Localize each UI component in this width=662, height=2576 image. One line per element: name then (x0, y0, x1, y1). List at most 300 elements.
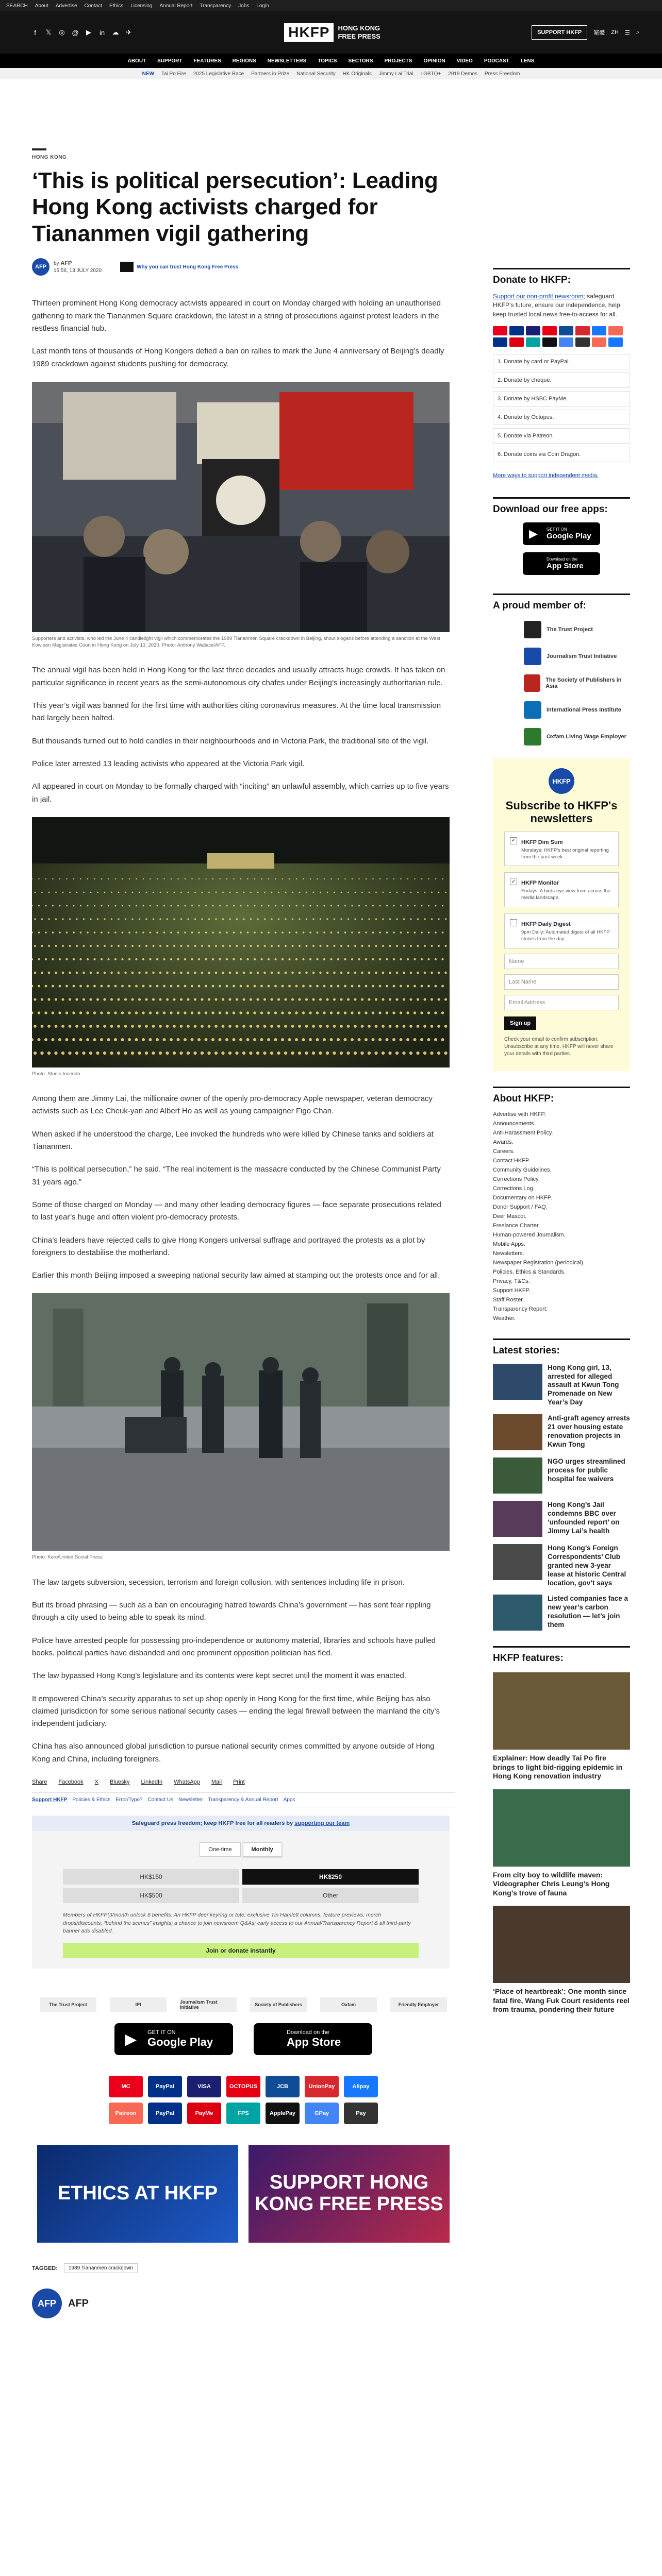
google-play-label: Google Play (147, 2036, 213, 2049)
candle-light (170, 985, 173, 987)
ethics-banner[interactable]: ETHICS AT HKFP (37, 2145, 238, 2243)
share-link[interactable]: Facebook (58, 1778, 84, 1785)
paragraph: But thousands turned out to hold candles in their neighbourhoods and in Victoria Park, the traditional site of the vigil. (32, 736, 429, 745)
candle-light (136, 931, 138, 934)
candle-light (205, 931, 207, 934)
candle-light (393, 931, 395, 934)
member-link[interactable] (493, 648, 630, 665)
candle-light (246, 1011, 249, 1014)
candle-light (264, 918, 266, 920)
nav-item[interactable]: OPINION (423, 58, 445, 64)
about-link[interactable]: Documentary on HKFP. (493, 1194, 552, 1201)
language-zh[interactable]: ZH (611, 29, 619, 36)
about-link[interactable]: Newspaper Registration (periodical). (493, 1259, 585, 1266)
partner-logo[interactable]: Oxfam (320, 1997, 377, 2012)
candle-light (52, 958, 54, 960)
support-hkfp-button[interactable]: SUPPORT HKFP (532, 25, 587, 40)
candle-light (354, 1025, 357, 1028)
nav-item[interactable]: VIDEO (456, 58, 473, 64)
newsletter-option[interactable] (504, 913, 619, 948)
donate-link[interactable]: Support our non-profit newsroom; (493, 293, 585, 300)
share-link[interactable]: WhatsApp (174, 1778, 200, 1785)
donate-option[interactable]: 3. Donate by HSBC PayMe. (493, 391, 630, 406)
feature-story[interactable] (493, 1906, 630, 2014)
candle-light (442, 931, 444, 934)
member-link[interactable] (493, 701, 630, 719)
candle-light (152, 972, 155, 974)
candle-light (45, 878, 46, 879)
share-link[interactable]: LinkedIn (141, 1778, 163, 1785)
candle-light (117, 998, 120, 1001)
latest-story[interactable] (493, 1501, 630, 1537)
partner-logo[interactable]: The Trust Project (40, 1997, 96, 2012)
candle-light (47, 998, 50, 1001)
vigil-photo-image (32, 817, 450, 1067)
candle-light (413, 985, 416, 987)
candle-light (289, 878, 290, 879)
newsletter-option[interactable] (504, 872, 619, 907)
candle-light (80, 931, 82, 934)
candle-light (216, 892, 217, 893)
tag-link[interactable]: 1989 Tiananmen crackdown (64, 2263, 138, 2273)
payment-logo: Patreon (109, 2103, 143, 2124)
footer-link[interactable]: Apps (283, 1797, 295, 1803)
nav-item[interactable]: FEATURES (193, 58, 221, 64)
about-link[interactable]: Transparency Report. (493, 1306, 548, 1312)
candle-light (170, 931, 172, 934)
about-link[interactable]: Donor Support / FAQ. (493, 1204, 548, 1210)
more-ways-link[interactable]: More ways to support independent media. (493, 472, 599, 479)
candle-light (38, 1011, 40, 1014)
nav-item[interactable]: PROJECTS (384, 58, 412, 64)
paragraph: China’s leaders have rejected calls to give Hong Kongers universal suffrage and portrayed the protests as a plot by foreigners to destabilise the motherland. (32, 1235, 425, 1257)
author-box-name[interactable]: AFP (68, 2297, 89, 2309)
candle-light (174, 892, 175, 893)
author-box-avatar[interactable]: AFP (32, 2289, 62, 2318)
about-link[interactable]: Support HKFP. (493, 1287, 531, 1294)
donate-title: Donate to HKFP: (493, 268, 630, 286)
donate-header-link[interactable]: supporting our team (294, 1820, 350, 1826)
topbar-link[interactable]: Licensing (130, 3, 153, 9)
candle-light (270, 1052, 273, 1055)
amount-option-selected[interactable]: HK$250 (242, 1869, 419, 1885)
amount-option[interactable]: HK$150 (63, 1869, 239, 1885)
candle-light (160, 892, 161, 893)
sidebar-app-store[interactable] (523, 552, 600, 575)
candle-light (135, 985, 138, 987)
candle-light (400, 1038, 403, 1041)
candle-light (299, 892, 301, 893)
candle-light (323, 931, 325, 934)
footer-link[interactable]: Policies & Ethics (72, 1797, 111, 1803)
linkedin-icon[interactable]: in (99, 28, 105, 37)
candle-light (38, 905, 40, 906)
newsletter-checkbox[interactable] (510, 919, 517, 926)
about-link[interactable]: Mobile Apps. (493, 1241, 525, 1247)
candle-light (184, 1011, 186, 1014)
candle-light (285, 892, 287, 893)
trending-item[interactable]: Press Freedom (484, 71, 520, 77)
candle-light (358, 905, 360, 906)
candle-light (194, 1025, 197, 1028)
nav-item[interactable]: ABOUT (127, 58, 146, 64)
topbar-link[interactable]: Annual Report (159, 3, 193, 9)
candle-light (90, 892, 92, 893)
amount-option[interactable]: HK$500 (63, 1888, 239, 1903)
about-link[interactable]: Careers. (493, 1148, 515, 1155)
candle-light (59, 905, 61, 906)
candle-light (41, 892, 43, 893)
candle-light (438, 892, 440, 893)
candle-light (358, 958, 360, 960)
about-link[interactable]: Corrections Log. (493, 1185, 535, 1192)
candle-light (107, 985, 110, 987)
about-link[interactable]: Human-powered Journalism. (493, 1231, 566, 1238)
candle-light (246, 985, 249, 987)
candle-light (86, 1011, 89, 1014)
candle-light (128, 931, 130, 934)
topbar-link[interactable]: SEARCH (6, 3, 28, 9)
candle-light (205, 878, 206, 879)
youtube-icon[interactable]: ▶ (86, 28, 91, 36)
candle-light (428, 905, 429, 906)
instagram-icon[interactable]: ◎ (59, 28, 65, 36)
police-photo-image (32, 1293, 450, 1551)
candle-light (312, 945, 315, 947)
candle-light (435, 958, 437, 960)
candle-light (298, 1025, 301, 1028)
latest-story[interactable] (493, 1544, 630, 1587)
donate-option[interactable]: 5. Donate via Patreon. (493, 428, 630, 444)
candle-light (438, 918, 439, 920)
topbar-link[interactable]: Ethics (109, 3, 124, 9)
candle-light (368, 945, 370, 947)
about-link[interactable]: Newsletters. (493, 1250, 524, 1257)
trending-item[interactable]: Partners in Prize (251, 71, 290, 77)
candle-light (361, 972, 363, 974)
candle-light (379, 905, 381, 906)
candle-light (414, 931, 416, 934)
candle-light (194, 918, 196, 920)
candle-light (388, 1052, 391, 1055)
topbar-link[interactable]: Login (256, 3, 269, 9)
topbar-link[interactable]: Jobs (238, 3, 250, 9)
candle-light (323, 1038, 326, 1041)
candle-light (250, 945, 252, 947)
candle-light (55, 1025, 58, 1028)
candle-light (240, 931, 242, 934)
candle-light (82, 1025, 86, 1028)
trending-item[interactable]: National Security (296, 71, 336, 77)
donate-option[interactable]: 4. Donate by Octopus. (493, 410, 630, 425)
candle-light (41, 1025, 44, 1028)
nav-item[interactable]: REGIONS (232, 58, 256, 64)
about-link[interactable]: Privacy, T&Cs. (493, 1278, 530, 1284)
trust-link[interactable] (120, 262, 238, 272)
telegram-icon[interactable]: ✈ (126, 28, 132, 36)
support-hkfp-link[interactable]: Support HKFP (32, 1797, 68, 1803)
candle-light (261, 878, 262, 879)
candle-light (438, 945, 440, 947)
partner-logo[interactable]: Journalism Trust Initiative (180, 1997, 237, 2012)
about-link[interactable]: Anti-Harassment Policy. (493, 1129, 553, 1136)
candle-light (62, 972, 64, 974)
topbar-link[interactable]: About (35, 3, 48, 9)
nav-item[interactable]: NEWSLETTERS (267, 58, 307, 64)
footer-link[interactable]: Transparency & Annual Report (208, 1797, 278, 1803)
about-link[interactable]: Policies, Ethics & Standards. (493, 1268, 566, 1275)
about-link[interactable]: Weather. (493, 1315, 516, 1321)
candle-light (431, 998, 433, 1001)
newsletter-option[interactable] (504, 832, 619, 867)
candle-light (277, 972, 280, 974)
nav-item[interactable]: SECTORS (348, 58, 373, 64)
candle-light (247, 905, 249, 906)
about-link[interactable]: Freelance Charter. (493, 1222, 540, 1229)
trending-bar (0, 68, 662, 79)
feature-story[interactable] (493, 1672, 630, 1781)
candle-light (424, 945, 426, 947)
candle-light (236, 972, 238, 974)
candle-light (150, 878, 151, 879)
candle-light (110, 972, 113, 974)
threads-icon[interactable]: @ (72, 28, 79, 37)
candle-light (243, 892, 245, 893)
member-link[interactable] (493, 621, 630, 638)
candle-light (219, 1038, 222, 1041)
candle-light (72, 1011, 75, 1014)
candle-light (296, 878, 297, 879)
donate-option[interactable]: 2. Donate by cheque. (493, 372, 630, 388)
support-banner[interactable]: SUPPORT HONG KONG FREE PRESS (249, 2145, 450, 2243)
candle-light (187, 945, 189, 947)
candle-light (122, 878, 123, 879)
about-link[interactable]: Awards. (493, 1139, 514, 1145)
about-link[interactable]: Corrections Policy. (493, 1176, 540, 1182)
partner-logo[interactable]: Friendly Employer (390, 1997, 447, 2012)
trending-item[interactable]: LGBTQ+ (420, 71, 441, 77)
candle-light (431, 972, 433, 974)
share-link[interactable]: Share (32, 1778, 47, 1785)
candle-light (90, 972, 92, 974)
member-link[interactable] (493, 728, 630, 745)
candle-light (326, 945, 328, 947)
member-link[interactable] (493, 674, 630, 692)
about-link[interactable]: Contact HKFP. (493, 1157, 530, 1164)
candle-light (396, 918, 398, 920)
candle-light (38, 931, 40, 934)
about-link[interactable]: Staff Roster. (493, 1296, 524, 1303)
candle-light (229, 918, 230, 920)
candle-light (87, 958, 89, 960)
candle-light (122, 905, 123, 906)
search-icon[interactable]: ⌕ (636, 29, 639, 36)
sidebar-google-play[interactable] (523, 522, 600, 545)
candle-light (219, 878, 220, 879)
newsletter-checkbox[interactable]: ✓ (510, 878, 517, 885)
last-name-field[interactable]: Last Name (504, 974, 619, 990)
candle-light (239, 1011, 242, 1014)
author-avatar[interactable]: AFP (32, 258, 49, 276)
candle-light (205, 1011, 207, 1014)
candle-light (121, 1038, 124, 1041)
candle-light (340, 972, 343, 974)
candle-light (191, 1011, 193, 1014)
trending-item[interactable]: Tai Po Fire (161, 71, 186, 77)
candle-light (47, 1052, 51, 1055)
candle-light (316, 985, 319, 987)
candle-light (292, 918, 293, 920)
candle-light (198, 958, 200, 960)
candle-light (226, 878, 227, 879)
card-logo (592, 326, 606, 335)
candle-light (191, 931, 193, 934)
google-play-badge[interactable] (114, 2023, 233, 2055)
share-link[interactable]: Mail (211, 1778, 222, 1785)
payment-logo: JCB (266, 2076, 300, 2097)
email-field[interactable]: Email Address (504, 995, 619, 1010)
feature-image (493, 1789, 630, 1867)
candle-light (194, 998, 196, 1001)
candle-light (52, 905, 54, 906)
candle-light (173, 998, 175, 1001)
candle-light (180, 945, 183, 947)
logo-mark: HKFP (284, 23, 334, 42)
candle-light (87, 931, 89, 934)
trending-item[interactable]: HK Originals (342, 71, 372, 77)
donate-option[interactable]: 6. Donate coins via Coin Dragon. (493, 447, 630, 462)
share-link[interactable]: Print (233, 1778, 245, 1785)
paragraph: All appeared in court on Monday to be formally charged with “inciting” an unlawful assembly, which carries up to five years in jail. (32, 782, 449, 804)
monthly-option[interactable]: Monthly (243, 1842, 282, 1857)
candle-light (403, 972, 405, 974)
candle-light (330, 905, 332, 906)
about-link[interactable]: Community Guidelines. (493, 1166, 552, 1173)
menu-icon[interactable]: ☰ (624, 29, 630, 36)
candle-light (282, 878, 283, 879)
trending-item[interactable]: Jimmy Lai Trial (378, 71, 413, 77)
amount-option-other[interactable]: Other (242, 1888, 419, 1903)
candle-light (145, 1025, 148, 1028)
candle-light (233, 1038, 236, 1041)
trending-item[interactable]: 2019 Demos (448, 71, 477, 77)
candle-light (317, 931, 319, 934)
member-title: A proud member of: (493, 594, 630, 612)
candle-light (316, 1038, 319, 1041)
candle-light (222, 892, 224, 893)
candle-light (382, 1052, 385, 1055)
candle-light (73, 958, 75, 960)
bluesky-icon[interactable]: ☁ (112, 28, 119, 36)
latest-story[interactable] (493, 1595, 630, 1631)
join-donate-button[interactable]: Join or donate instantly (63, 1943, 419, 1958)
candle-light (267, 1038, 270, 1041)
candle-light (289, 905, 290, 906)
candle-light (285, 945, 287, 947)
nav-item[interactable]: LENS (520, 58, 535, 64)
signup-button[interactable]: Sign up (504, 1016, 536, 1030)
newsletter-box (493, 758, 630, 1071)
app-store-badge[interactable] (254, 2023, 372, 2055)
share-link[interactable]: X (94, 1778, 99, 1785)
candle-light (118, 945, 120, 947)
footer-link[interactable]: Error/Typo? (115, 1797, 143, 1803)
topbar-link[interactable]: Advertise (55, 3, 77, 9)
donate-option[interactable]: 1. Donate by card or PayPal. (493, 354, 630, 369)
one-time-option[interactable]: One-time (200, 1842, 240, 1857)
feature-story[interactable] (493, 1789, 630, 1898)
candle-light (250, 892, 252, 893)
facebook-icon[interactable]: f (34, 28, 36, 37)
candle-light (205, 958, 207, 960)
candle-light (437, 998, 440, 1001)
author-name[interactable]: AFP (60, 260, 72, 266)
candle-light (375, 918, 377, 920)
trending-item[interactable]: 2025 Legislative Race (193, 71, 244, 77)
candle-light (284, 1025, 287, 1028)
candle-light (184, 958, 186, 960)
candle-light (219, 1011, 221, 1014)
partner-logo[interactable]: Society of Publishers (250, 1997, 307, 2012)
candle-light (150, 931, 152, 934)
nav-item[interactable]: SUPPORT (157, 58, 183, 64)
about-link[interactable]: Advertise with HKFP. (493, 1111, 546, 1117)
latest-story[interactable] (493, 1458, 630, 1494)
candle-light (249, 1052, 252, 1055)
candle-light (152, 1052, 155, 1055)
candle-light (346, 1052, 350, 1055)
about-link[interactable]: Announcements. (493, 1120, 536, 1127)
payment-logo: PayMe (187, 2103, 221, 2124)
candle-light (428, 931, 430, 934)
name-field[interactable]: Name (504, 954, 619, 969)
topbar-link[interactable]: Transparency (200, 3, 231, 9)
candle-light (208, 918, 210, 920)
footer-link[interactable]: Contact Us (147, 1797, 173, 1803)
member-name: International Press Institute (547, 707, 621, 714)
candle-light (361, 998, 363, 1001)
candle-light (114, 958, 117, 960)
candle-light (44, 1011, 47, 1014)
nav-item[interactable]: PODCAST (484, 58, 509, 64)
article-kicker[interactable]: HONG KONG (32, 155, 67, 160)
candle-light (306, 945, 308, 947)
candle-light (159, 1025, 162, 1028)
candle-light (145, 998, 147, 1001)
newsletter-checkbox[interactable]: ✓ (510, 837, 517, 844)
social-links (31, 28, 133, 37)
candle-light (128, 1038, 131, 1041)
site-logo[interactable] (284, 23, 380, 42)
candle-light (340, 1025, 343, 1028)
language-toggle[interactable]: 繁體 (593, 30, 605, 36)
latest-story[interactable] (493, 1414, 630, 1450)
nav-item[interactable]: TOPICS (318, 58, 337, 64)
payment-logo: Pay (344, 2103, 378, 2124)
candle-light (368, 1025, 371, 1028)
share-link[interactable]: Bluesky (110, 1778, 130, 1785)
about-link[interactable]: Deer Mascot. (493, 1213, 527, 1219)
footer-link[interactable]: Newsletter (178, 1797, 203, 1803)
candle-light (361, 892, 363, 893)
candle-light (124, 1025, 127, 1028)
x-icon[interactable]: 𝕏 (45, 28, 52, 36)
topbar-link[interactable]: Contact (84, 3, 102, 9)
partner-logo[interactable]: IPI (110, 1997, 167, 2012)
latest-story[interactable] (493, 1364, 630, 1407)
candle-light (191, 985, 193, 987)
candle-light (378, 1011, 381, 1014)
